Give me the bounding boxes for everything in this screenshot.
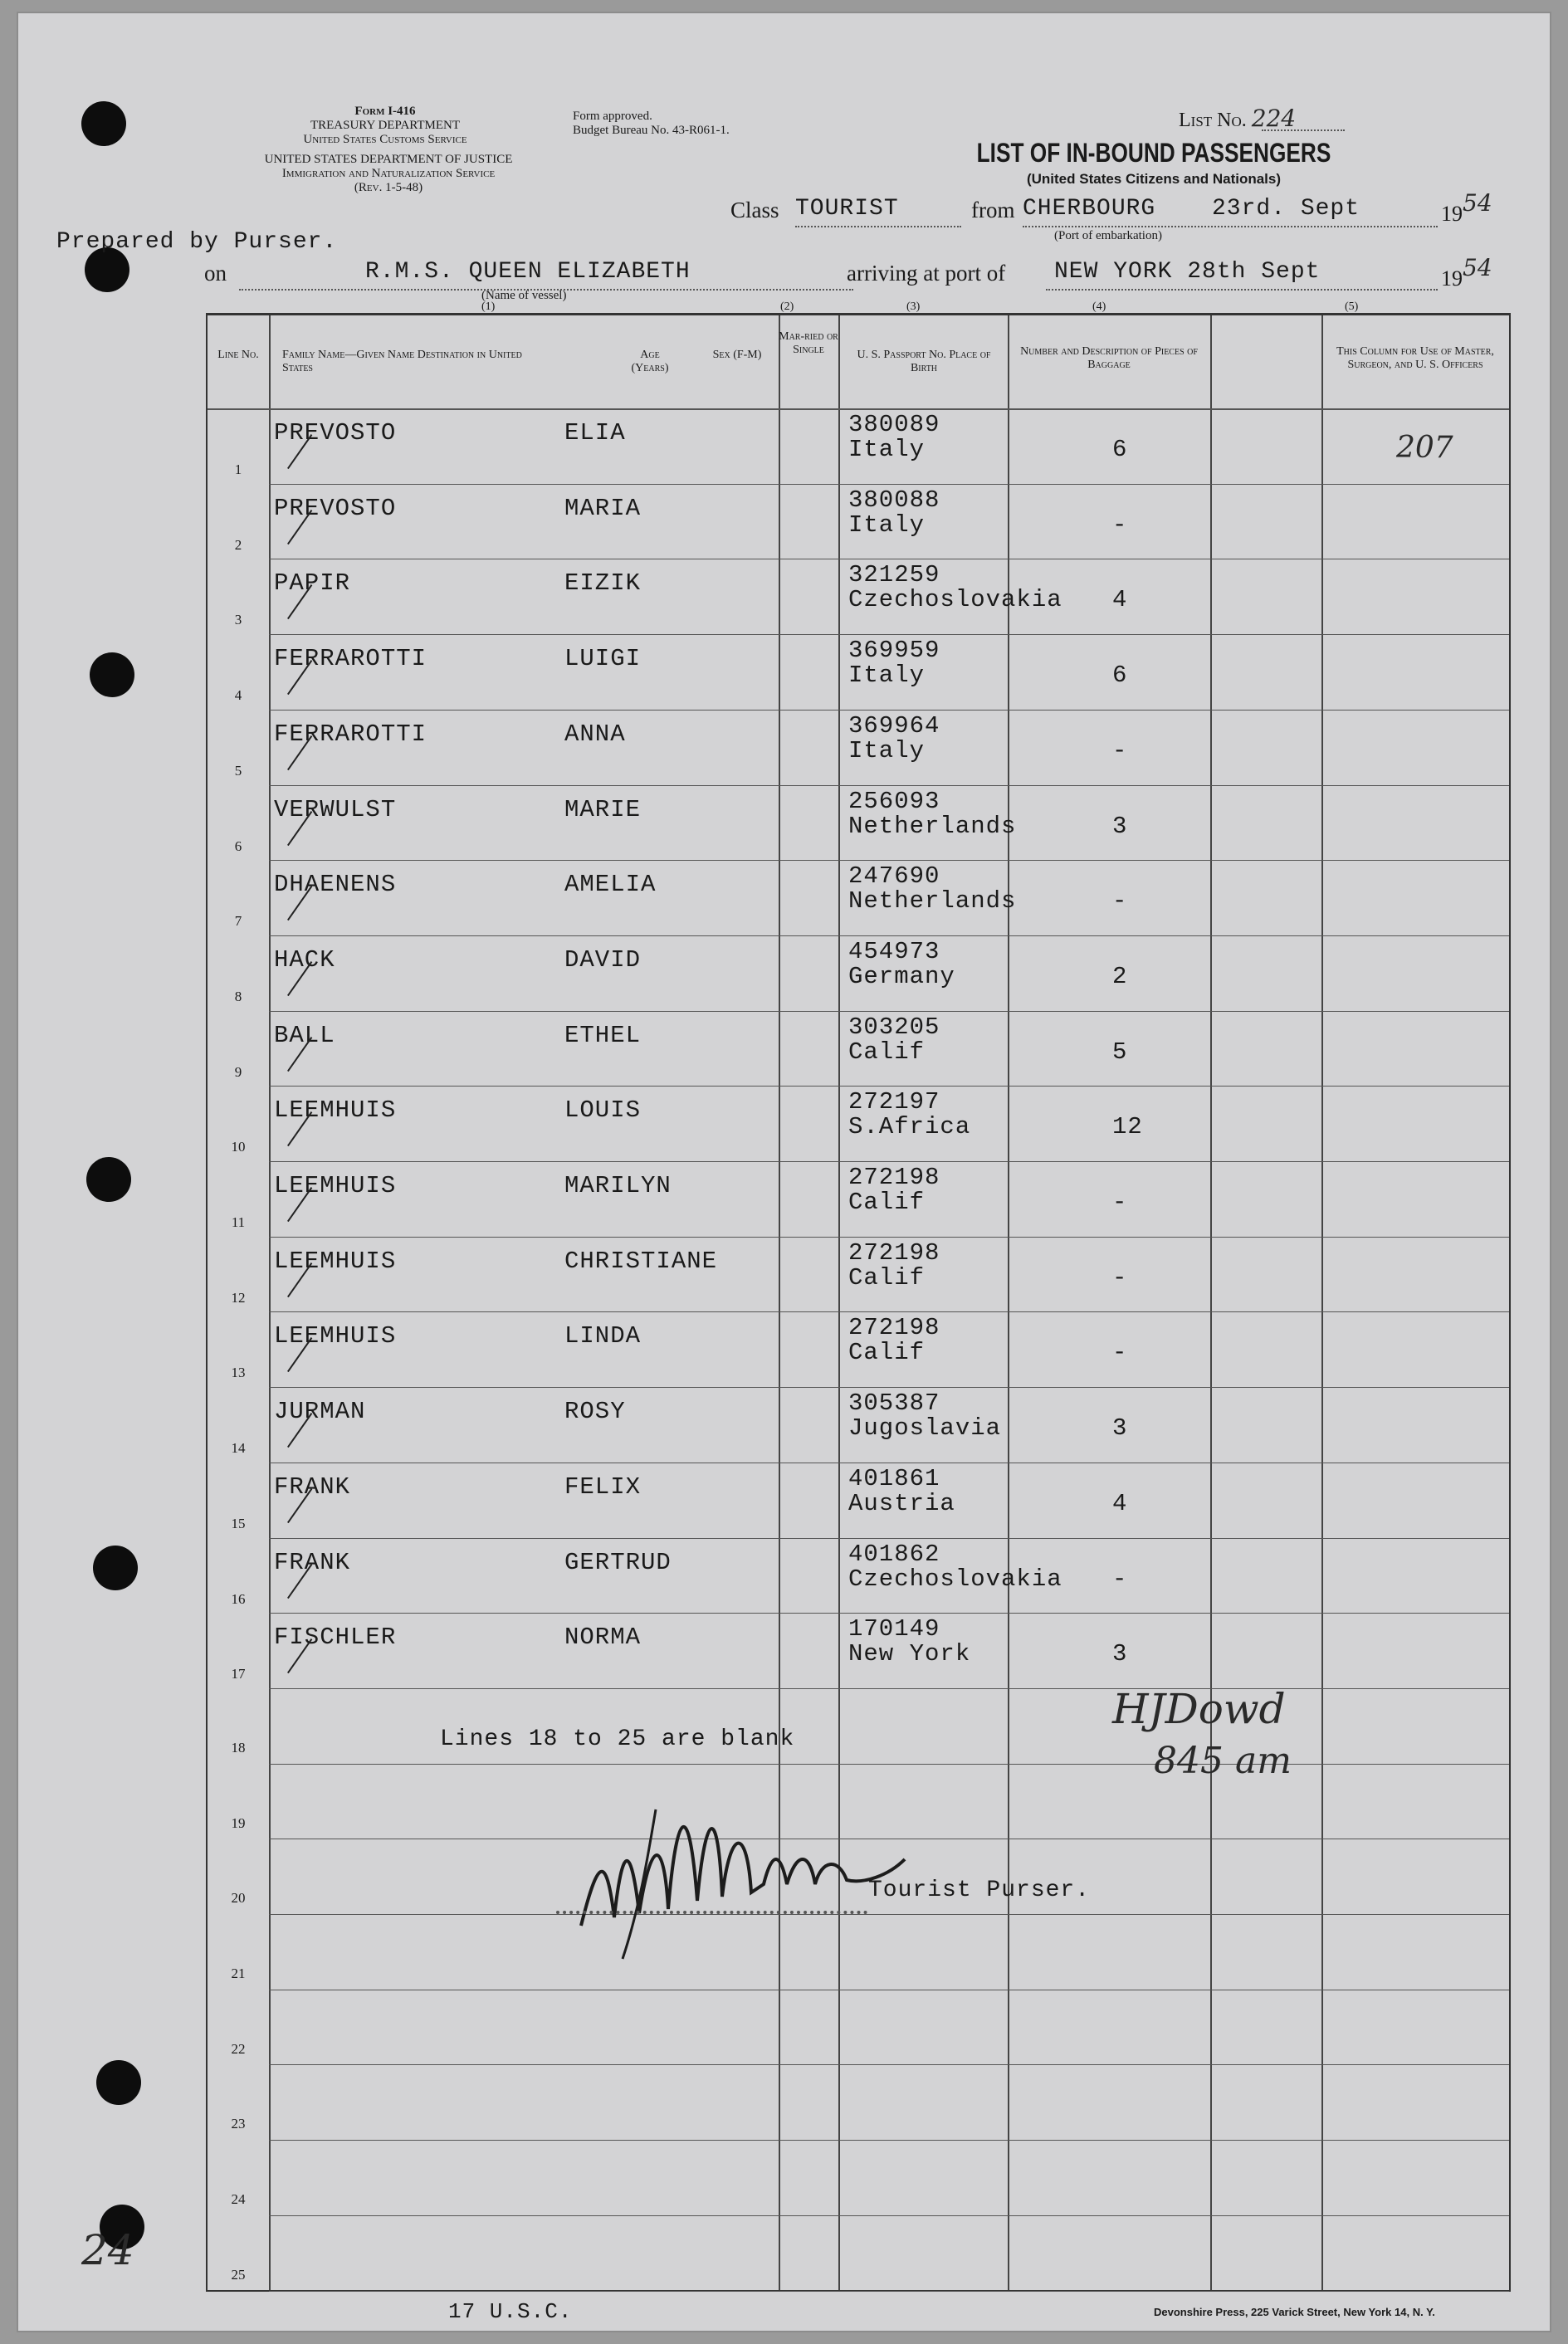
- family-name: BALL: [274, 1021, 335, 1049]
- passport-number: 272197: [848, 1088, 940, 1116]
- given-name: DAVID: [564, 945, 642, 974]
- passport-number: 369959: [848, 637, 940, 665]
- baggage-count: 6: [1112, 662, 1128, 690]
- from-label: from: [971, 198, 1015, 222]
- blank-line-number: 25: [231, 2266, 246, 2283]
- year-prefix: 19: [1441, 202, 1463, 226]
- passport-number: 272198: [848, 1238, 940, 1267]
- family-name: FISCHLER: [274, 1624, 397, 1652]
- place-of-birth: Czechoslovakia: [848, 586, 1062, 614]
- row-divider: [269, 935, 1509, 936]
- officer-initials: HJDowd: [1112, 1685, 1286, 1733]
- baggage-count: -: [1112, 510, 1128, 539]
- punch-hole: [81, 101, 126, 146]
- given-name: MARILYN: [564, 1172, 672, 1199]
- budget-bureau: Budget Bureau No. 43-R061-1.: [573, 124, 730, 137]
- col-num-4: (4): [1092, 300, 1106, 313]
- baggage-count: 2: [1112, 962, 1128, 990]
- row-divider: [269, 2215, 1509, 2216]
- vessel-caption: (Name of vessel): [481, 289, 567, 302]
- officer-time: 845 am: [1154, 1740, 1292, 1782]
- row-divider: [269, 1086, 1509, 1087]
- col-header-sex: Sex (F-M): [712, 349, 762, 361]
- baggage-count: -: [1112, 887, 1128, 916]
- on-label: on: [204, 261, 227, 286]
- line-number: 12: [231, 1289, 246, 1306]
- year-2: [1441, 254, 1492, 291]
- place-of-birth: Calif: [848, 1263, 926, 1292]
- row-divider: [269, 860, 1509, 861]
- row-divider: [269, 1011, 1509, 1012]
- col-header-passport: U. S. Passport No. Place of Birth: [857, 349, 991, 374]
- line-number: 8: [234, 988, 242, 1004]
- blank-lines-note: Lines 18 to 25 are blank: [440, 1726, 795, 1752]
- form-header-justice: [206, 153, 571, 195]
- passport-number: 380089: [848, 411, 940, 438]
- place-of-birth: Italy: [848, 436, 926, 463]
- passport-number: 305387: [848, 1389, 940, 1418]
- passport-number: 272198: [848, 1164, 940, 1191]
- baggage-count: -: [1112, 1339, 1128, 1367]
- row-divider: [269, 785, 1509, 786]
- place-of-birth: New York: [848, 1640, 971, 1668]
- line-number: 2: [234, 536, 242, 553]
- row-divider: [269, 1613, 1509, 1614]
- row-divider: [269, 2291, 1509, 2292]
- passport-number: 380088: [848, 486, 940, 514]
- place-of-birth: Jugoslavia: [848, 1414, 1002, 1443]
- row-divider: [269, 484, 1509, 485]
- col-num-5: (5): [1345, 300, 1359, 313]
- col-header-age: Age (Years): [631, 349, 669, 374]
- family-name: PREVOSTO: [274, 419, 397, 447]
- col-num-1: (1): [481, 300, 496, 313]
- page-subtitle: (United States Citizens and Nationals): [1026, 171, 1282, 187]
- arriving-label: arriving at port of: [847, 261, 1006, 286]
- passport-number: 272198: [848, 1314, 940, 1342]
- passport-number: 321259: [848, 561, 940, 589]
- line-number: 3: [234, 612, 242, 628]
- vessel-name: R.M.S. QUEEN ELIZABETH: [365, 259, 691, 285]
- family-name: FERRAROTTI: [274, 645, 427, 673]
- row-divider: [269, 1237, 1509, 1238]
- family-name: VERWULST: [274, 795, 397, 823]
- family-name: LEEMHUIS: [274, 1322, 397, 1350]
- blank-line-number: 23: [231, 2116, 246, 2132]
- line-number: 17: [231, 1666, 246, 1682]
- given-name: EIZIK: [564, 569, 642, 598]
- row-divider: [269, 1538, 1509, 1539]
- baggage-count: 5: [1112, 1038, 1128, 1066]
- purser-signature: [573, 1760, 938, 1967]
- given-name: MARIA: [564, 494, 642, 522]
- given-name: NORMA: [564, 1624, 642, 1652]
- manifest-sheet: [17, 12, 1551, 2332]
- row-divider: [269, 2140, 1509, 2141]
- class-label: Class: [730, 198, 779, 222]
- year-prefix-2: 19: [1441, 266, 1463, 291]
- year-1: [1441, 189, 1492, 227]
- col-num-3: (3): [906, 300, 921, 313]
- ins-service: Immigration and Naturalization Service: [281, 167, 496, 180]
- line-number: 4: [234, 687, 242, 704]
- col-header-name: Family Name—Given Name Destination in United States: [282, 349, 522, 374]
- place-of-birth: S.Africa: [848, 1113, 971, 1141]
- given-name: ANNA: [564, 720, 626, 748]
- place-of-birth: Germany: [848, 962, 955, 990]
- from-date: 23rd. Sept: [1212, 196, 1360, 222]
- line-number: 1: [234, 461, 242, 477]
- place-of-birth: Netherlands: [848, 812, 1017, 840]
- customs-service: United States Customs Service: [303, 133, 467, 146]
- form-approved: Form approved.: [573, 110, 652, 123]
- passenger-table: [206, 313, 1511, 2292]
- corner-mark: 24: [81, 2226, 134, 2274]
- family-name: LEEMHUIS: [274, 1247, 397, 1275]
- family-name: FERRAROTTI: [274, 720, 427, 748]
- port-caption: (Port of embarkation): [1054, 229, 1162, 242]
- col-header-baggage: Number and Description of Pieces of Baggage: [1020, 345, 1198, 371]
- family-name: HACK: [274, 945, 335, 974]
- passport-number: 170149: [848, 1615, 940, 1643]
- baggage-count: 12: [1112, 1113, 1143, 1141]
- place-of-birth: Calif: [848, 1038, 926, 1066]
- given-name: LINDA: [564, 1322, 642, 1350]
- place-of-birth: Italy: [848, 662, 926, 690]
- family-name: FRANK: [274, 1548, 351, 1576]
- family-name: JURMAN: [274, 1398, 366, 1426]
- page-title: LIST OF IN-BOUND PASSENGERS: [976, 138, 1331, 168]
- line-number: 11: [231, 1214, 246, 1230]
- passport-number: 369964: [848, 711, 940, 740]
- col-num-2: (2): [780, 300, 794, 313]
- given-name: AMELIA: [564, 871, 657, 899]
- row-divider: [269, 1311, 1509, 1312]
- line-number: 13: [231, 1365, 246, 1381]
- place-of-birth: Netherlands: [848, 887, 1017, 916]
- passport-number: 401861: [848, 1464, 940, 1492]
- form-header-left: [231, 105, 540, 147]
- row-divider: [269, 1161, 1509, 1162]
- row-divider: [269, 1688, 1509, 1689]
- given-name: ROSY: [564, 1398, 626, 1426]
- line-number: 5: [234, 762, 242, 779]
- col-header-line-no: Line No.: [217, 349, 259, 361]
- punch-hole: [90, 652, 134, 697]
- passport-number: 247690: [848, 862, 940, 891]
- family-name: DHAENENS: [274, 871, 397, 899]
- blank-line-number: 20: [231, 1890, 246, 1907]
- blank-line-number: 22: [231, 2040, 246, 2057]
- blank-line-number: 19: [231, 1814, 246, 1831]
- footer-printer: Devonshire Press, 225 Varick Street, New York 14, N. Y.: [1154, 2306, 1435, 2318]
- from-value: CHERBOURG: [1023, 196, 1156, 222]
- arriving-value: NEW YORK 28th Sept: [1054, 259, 1321, 285]
- form-revision: (Rev. 1-5-48): [354, 181, 423, 194]
- form-number: Form I-416: [354, 105, 416, 118]
- row-divider: [269, 1387, 1509, 1388]
- family-name: FRANK: [274, 1472, 351, 1501]
- class-value: TOURIST: [795, 196, 899, 222]
- row-divider: [269, 634, 1509, 635]
- list-number-block: [1179, 105, 1296, 132]
- place-of-birth: Czechoslovakia: [848, 1565, 1062, 1593]
- list-number: 224: [1251, 105, 1297, 132]
- treasury-department: TREASURY DEPARTMENT: [310, 119, 461, 132]
- given-name: GERTRUD: [564, 1548, 672, 1576]
- line-number: 7: [234, 913, 242, 930]
- prepared-by: Prepared by Purser.: [56, 229, 338, 255]
- footer-statute: 17 U.S.C.: [448, 2299, 573, 2324]
- year-1-value: 54: [1463, 189, 1492, 217]
- baggage-count: 3: [1112, 1640, 1128, 1668]
- year-2-value: 54: [1463, 254, 1492, 281]
- row-divider: [269, 710, 1509, 711]
- blank-line-number: 21: [231, 1966, 246, 1981]
- passport-number: 454973: [848, 937, 940, 965]
- given-name: CHRISTIANE: [564, 1247, 718, 1275]
- officer-number: 207: [1396, 431, 1453, 465]
- baggage-count: -: [1112, 736, 1128, 764]
- list-number-label: List No.: [1179, 110, 1247, 131]
- baggage-count: 4: [1112, 586, 1128, 614]
- baggage-count: -: [1112, 1565, 1128, 1593]
- blank-line-number: 18: [231, 1739, 246, 1756]
- passport-number: 303205: [848, 1013, 940, 1041]
- passport-number: 401862: [848, 1540, 940, 1568]
- place-of-birth: Calif: [848, 1339, 926, 1367]
- line-number: 15: [231, 1515, 246, 1531]
- given-name: LUIGI: [564, 645, 642, 673]
- given-name: FELIX: [564, 1472, 642, 1501]
- family-name: LEEMHUIS: [274, 1096, 397, 1125]
- baggage-count: 3: [1112, 1414, 1128, 1443]
- justice-department: UNITED STATES DEPARTMENT OF JUSTICE: [264, 153, 513, 166]
- baggage-count: 4: [1112, 1489, 1128, 1517]
- place-of-birth: Italy: [848, 510, 926, 539]
- form-approved-block: [573, 110, 730, 138]
- line-number: 10: [231, 1139, 246, 1155]
- family-name: LEEMHUIS: [274, 1172, 397, 1199]
- baggage-count: 6: [1112, 436, 1128, 463]
- line-number: 9: [234, 1063, 242, 1080]
- given-name: ETHEL: [564, 1021, 642, 1049]
- line-number: 16: [231, 1590, 246, 1607]
- purser-title: Tourist Purser.: [868, 1878, 1091, 1903]
- punch-hole: [86, 1157, 131, 1202]
- line-number: 14: [231, 1440, 246, 1457]
- baggage-count: -: [1112, 1263, 1128, 1292]
- col-header-married: Mar-ried or Single: [779, 330, 838, 356]
- passport-number: 256093: [848, 787, 940, 815]
- given-name: MARIE: [564, 795, 642, 823]
- blank-line-number: 24: [231, 2191, 246, 2208]
- col-header-officers: This Column for Use of Master, Surgeon, and U. S. Officers: [1336, 345, 1494, 371]
- family-name: PAPIR: [274, 569, 351, 598]
- place-of-birth: Calif: [848, 1189, 926, 1216]
- baggage-count: -: [1112, 1189, 1128, 1216]
- family-name: PREVOSTO: [274, 494, 397, 522]
- place-of-birth: Italy: [848, 736, 926, 764]
- row-divider: [269, 2064, 1509, 2065]
- punch-hole: [93, 1546, 138, 1590]
- baggage-count: 3: [1112, 812, 1128, 840]
- punch-hole: [96, 2060, 141, 2105]
- given-name: LOUIS: [564, 1096, 642, 1125]
- place-of-birth: Austria: [848, 1489, 955, 1517]
- given-name: ELIA: [564, 419, 626, 447]
- line-number: 6: [234, 837, 242, 854]
